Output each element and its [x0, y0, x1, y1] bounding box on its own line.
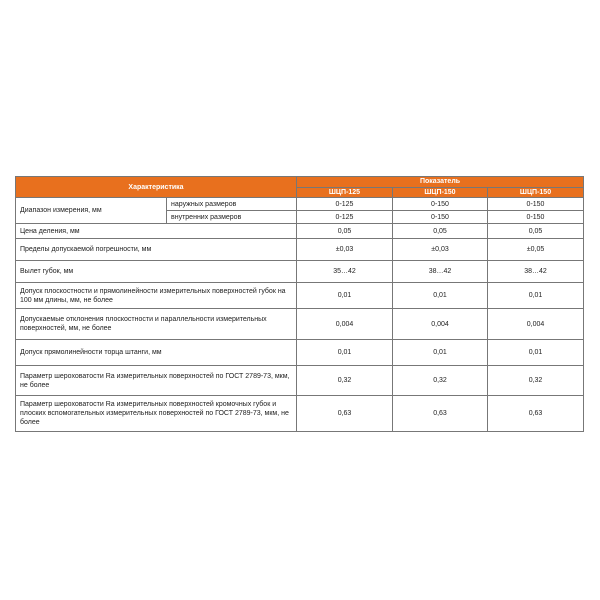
- cell-value: 0,32: [393, 366, 488, 396]
- cell-value: 0,01: [488, 340, 584, 366]
- cell-value: 0-150: [488, 211, 584, 224]
- cell-value: 0,63: [297, 396, 393, 432]
- cell-value: 0-150: [488, 198, 584, 211]
- table-row: [16, 366, 584, 396]
- row-label: Пределы допускаемой погрешности, мм: [16, 239, 297, 261]
- row-label: Цена деления, мм: [16, 224, 297, 239]
- header-indicator: Показатель: [297, 177, 584, 188]
- row-label: Диапазон измерения, мм: [16, 198, 167, 224]
- table-row: [16, 198, 584, 211]
- table-row: [16, 283, 584, 309]
- cell-value: ±0,03: [393, 239, 488, 261]
- cell-value: 0,004: [297, 309, 393, 340]
- cell-value: 0,004: [393, 309, 488, 340]
- table-row: [16, 309, 584, 340]
- table-row: [16, 239, 584, 261]
- table-row: [16, 261, 584, 283]
- row-label: Допуск прямолинейности торца штанги, мм: [16, 340, 297, 366]
- cell-value: 0,63: [393, 396, 488, 432]
- row-label: Вылет губок, мм: [16, 261, 297, 283]
- row-sublabel: внутренних размеров: [167, 211, 297, 224]
- cell-value: 38…42: [393, 261, 488, 283]
- cell-value: 0,004: [488, 309, 584, 340]
- table-row: [16, 340, 584, 366]
- cell-value: 0,32: [297, 366, 393, 396]
- row-label: Параметр шероховатости Ra измерительных поверхностей по ГОСТ 2789-73, мкм, не более: [16, 366, 297, 396]
- cell-value: 0-150: [393, 198, 488, 211]
- header-model: ШЦП-150: [393, 188, 488, 198]
- table-row: [16, 396, 584, 432]
- row-label: Допуск плоскостности и прямолинейности измерительных поверхностей губок на 100 мм длины, мм, не более: [16, 283, 297, 309]
- row-sublabel: наружных размеров: [167, 198, 297, 211]
- cell-value: 0,05: [393, 224, 488, 239]
- cell-value: 0,32: [488, 366, 584, 396]
- cell-value: ±0,03: [297, 239, 393, 261]
- cell-value: 35…42: [297, 261, 393, 283]
- cell-value: 0,63: [488, 396, 584, 432]
- cell-value: 0,01: [297, 283, 393, 309]
- cell-value: 0,01: [393, 283, 488, 309]
- cell-value: 38…42: [488, 261, 584, 283]
- cell-value: 0-125: [297, 198, 393, 211]
- cell-value: 0-150: [393, 211, 488, 224]
- cell-value: ±0,05: [488, 239, 584, 261]
- header-model: ШЦП-125: [297, 188, 393, 198]
- cell-value: 0,01: [488, 283, 584, 309]
- cell-value: 0-125: [297, 211, 393, 224]
- spec-table: [15, 176, 584, 432]
- row-label: Допускаемые отклонения плоскостности и параллельности измерительных поверхностей, мм, не более: [16, 309, 297, 340]
- cell-value: 0,01: [297, 340, 393, 366]
- cell-value: 0,01: [393, 340, 488, 366]
- cell-value: 0,05: [488, 224, 584, 239]
- header-model: ШЦП-150: [488, 188, 584, 198]
- header-characteristic: Характеристика: [16, 177, 297, 198]
- row-label: Параметр шероховатости Ra измерительных поверхностей кромочных губок и плоских вспомогательных измерительных поверхностей по ГОСТ 2789-73, мкм, не более: [16, 396, 297, 432]
- table-row: [16, 224, 584, 239]
- cell-value: 0,05: [297, 224, 393, 239]
